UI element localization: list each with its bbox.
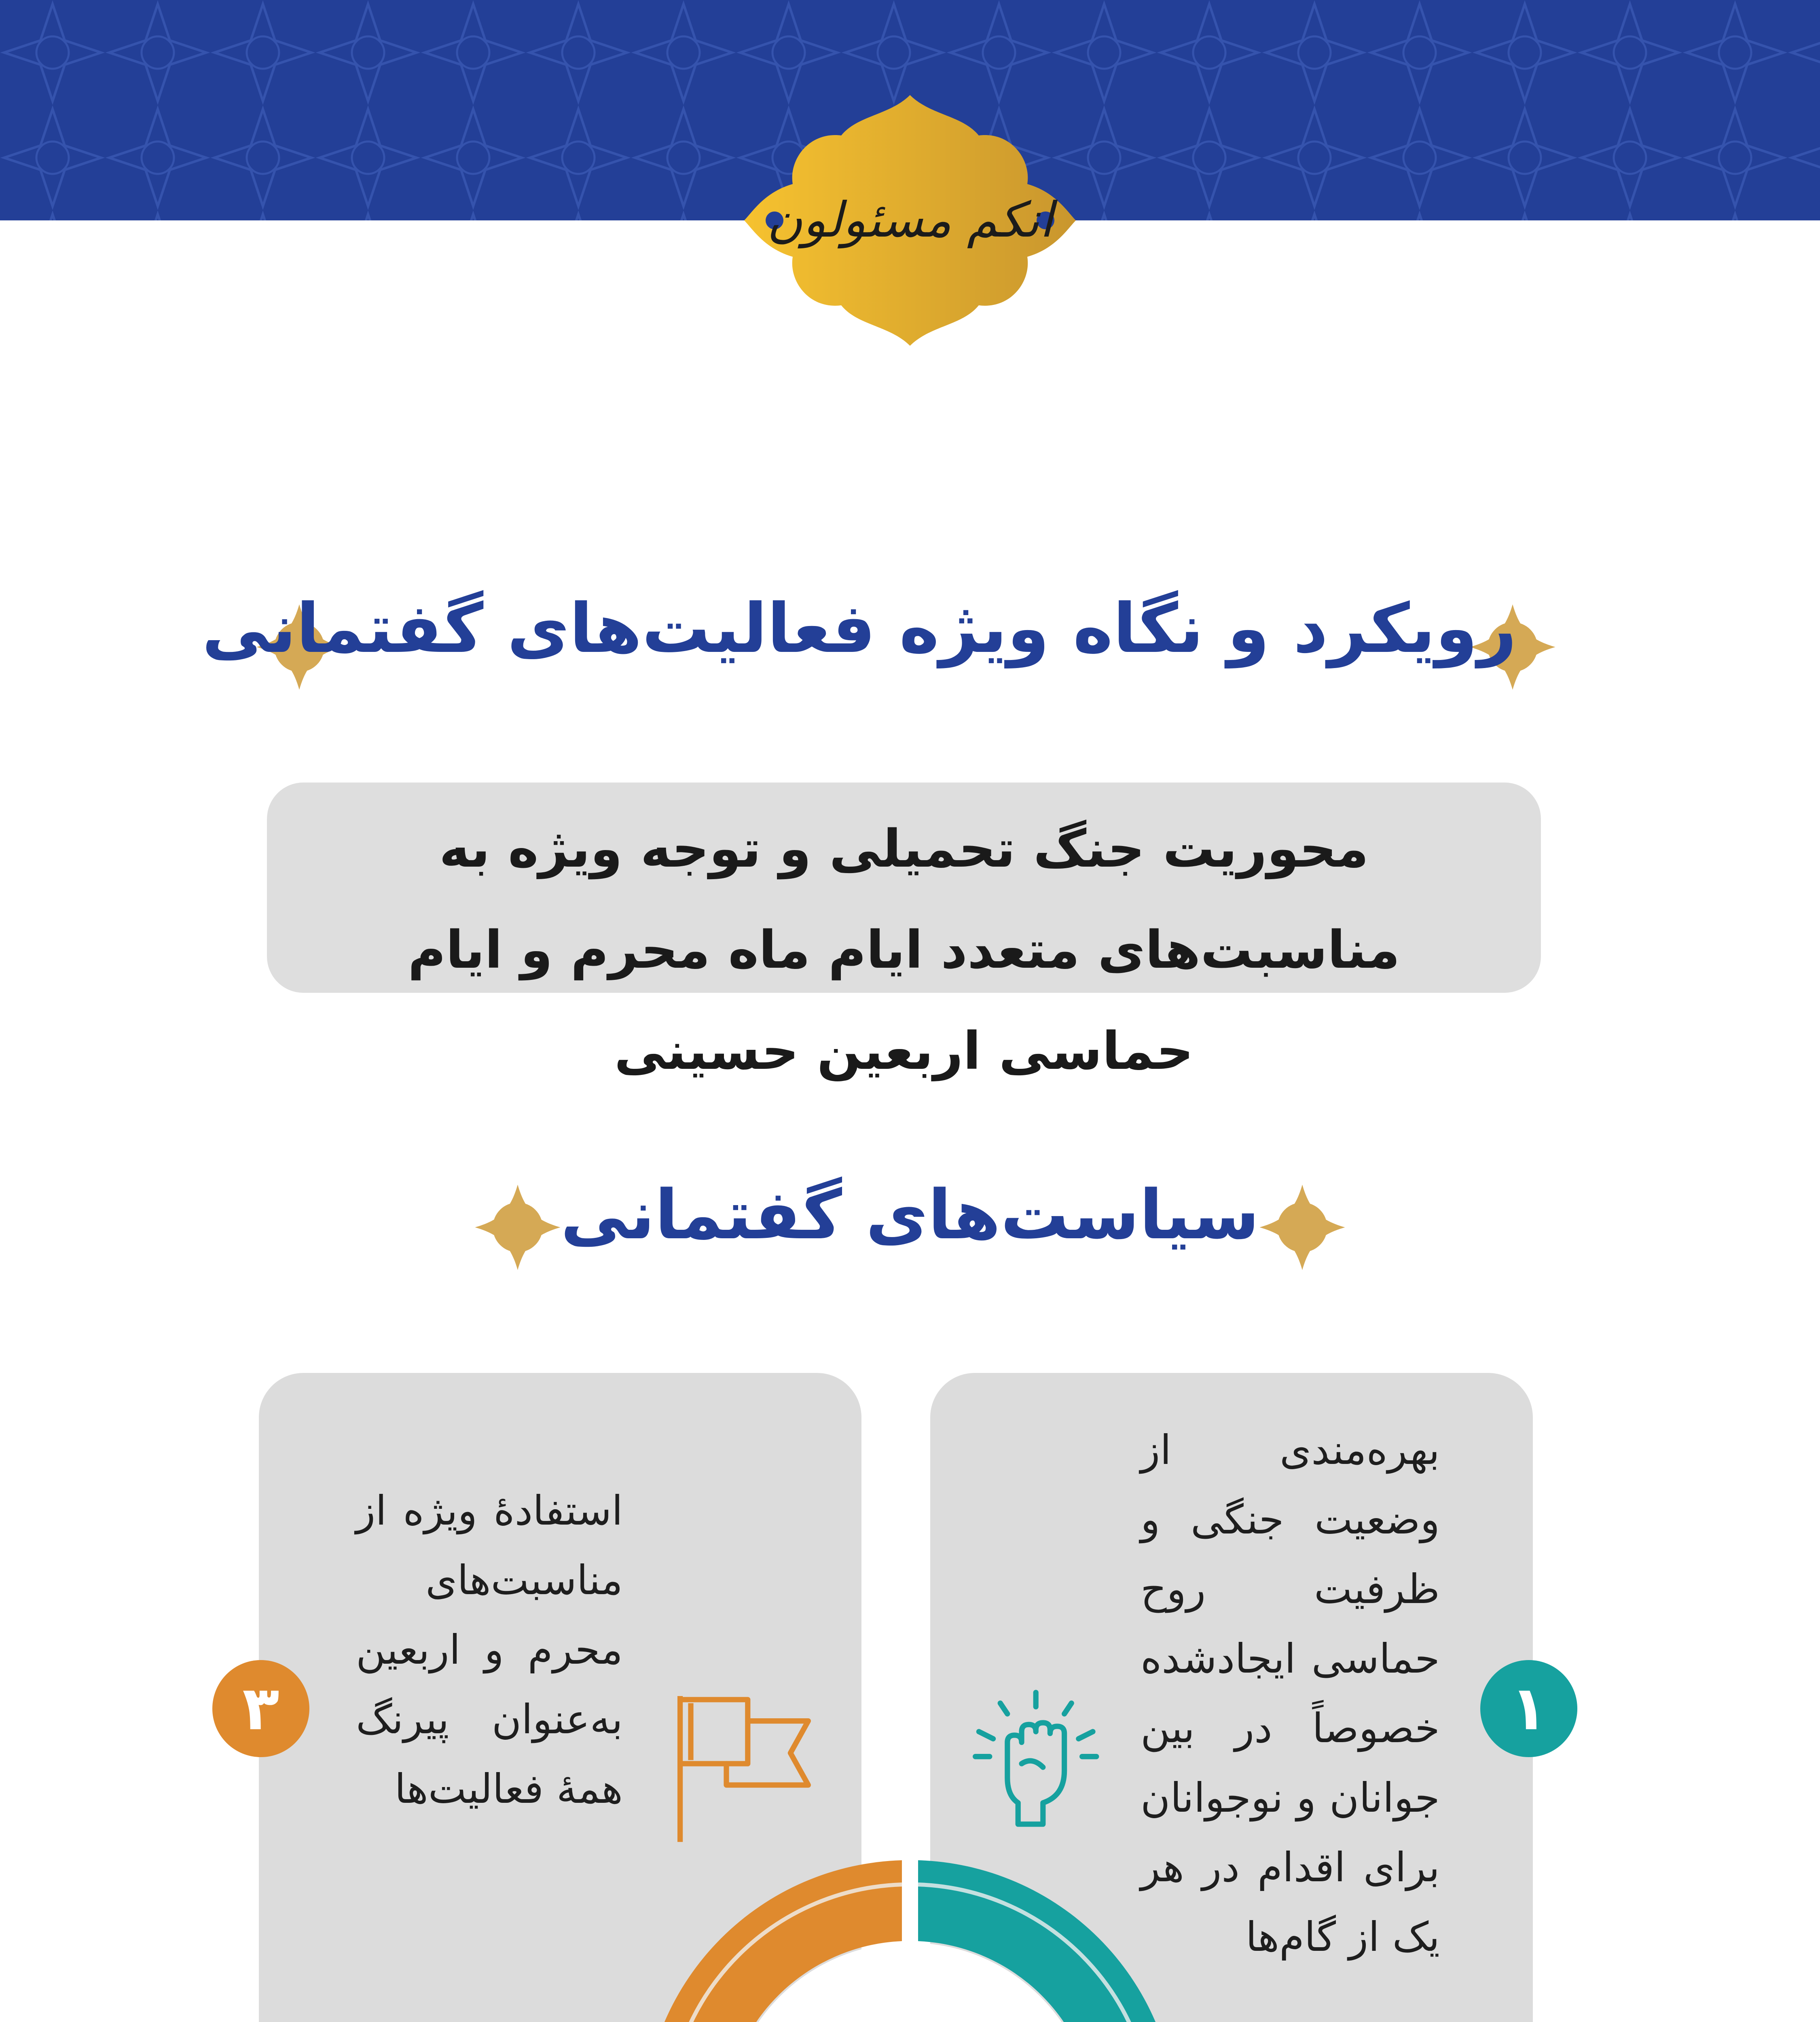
policy-text-3: استفادهٔ ویژه از مناسبت‌های محرم و اربعین به‌عنوان پیرنگ همهٔ فعالیت‌ها bbox=[356, 1487, 623, 1813]
policy-text-1: بهره‌مندی از وضعیت جنگی و ظرفیت روح حماسی ایجادشده خصوصاً در بین جوانان و نوجوانان برای اقدام در هر یک از گام‌ها bbox=[1141, 1426, 1440, 1961]
highlight-text: محوریت جنگ تحمیلی و توجه ویژه به مناسبت‌های متعدد ایام ماه محرم و ایام حماسی اربعین حسینی bbox=[408, 819, 1400, 1081]
number-badge-1: ۱ bbox=[1480, 1660, 1577, 1757]
emblem-text: انکم مسئولون bbox=[767, 192, 1053, 248]
calligraphy-emblem bbox=[720, 91, 1100, 350]
center-ring-diagram bbox=[635, 1852, 1185, 2022]
number-badge-3: ۳ bbox=[212, 1660, 309, 1757]
raised-fist-icon bbox=[950, 1678, 1128, 1856]
section-title-approach: رویکرد و نگاه ویژه فعالیت‌های گفتمانی bbox=[202, 589, 1517, 668]
section-title-policies: سیاست‌های گفتمانی bbox=[561, 1175, 1259, 1254]
flag-icon bbox=[655, 1678, 833, 1856]
